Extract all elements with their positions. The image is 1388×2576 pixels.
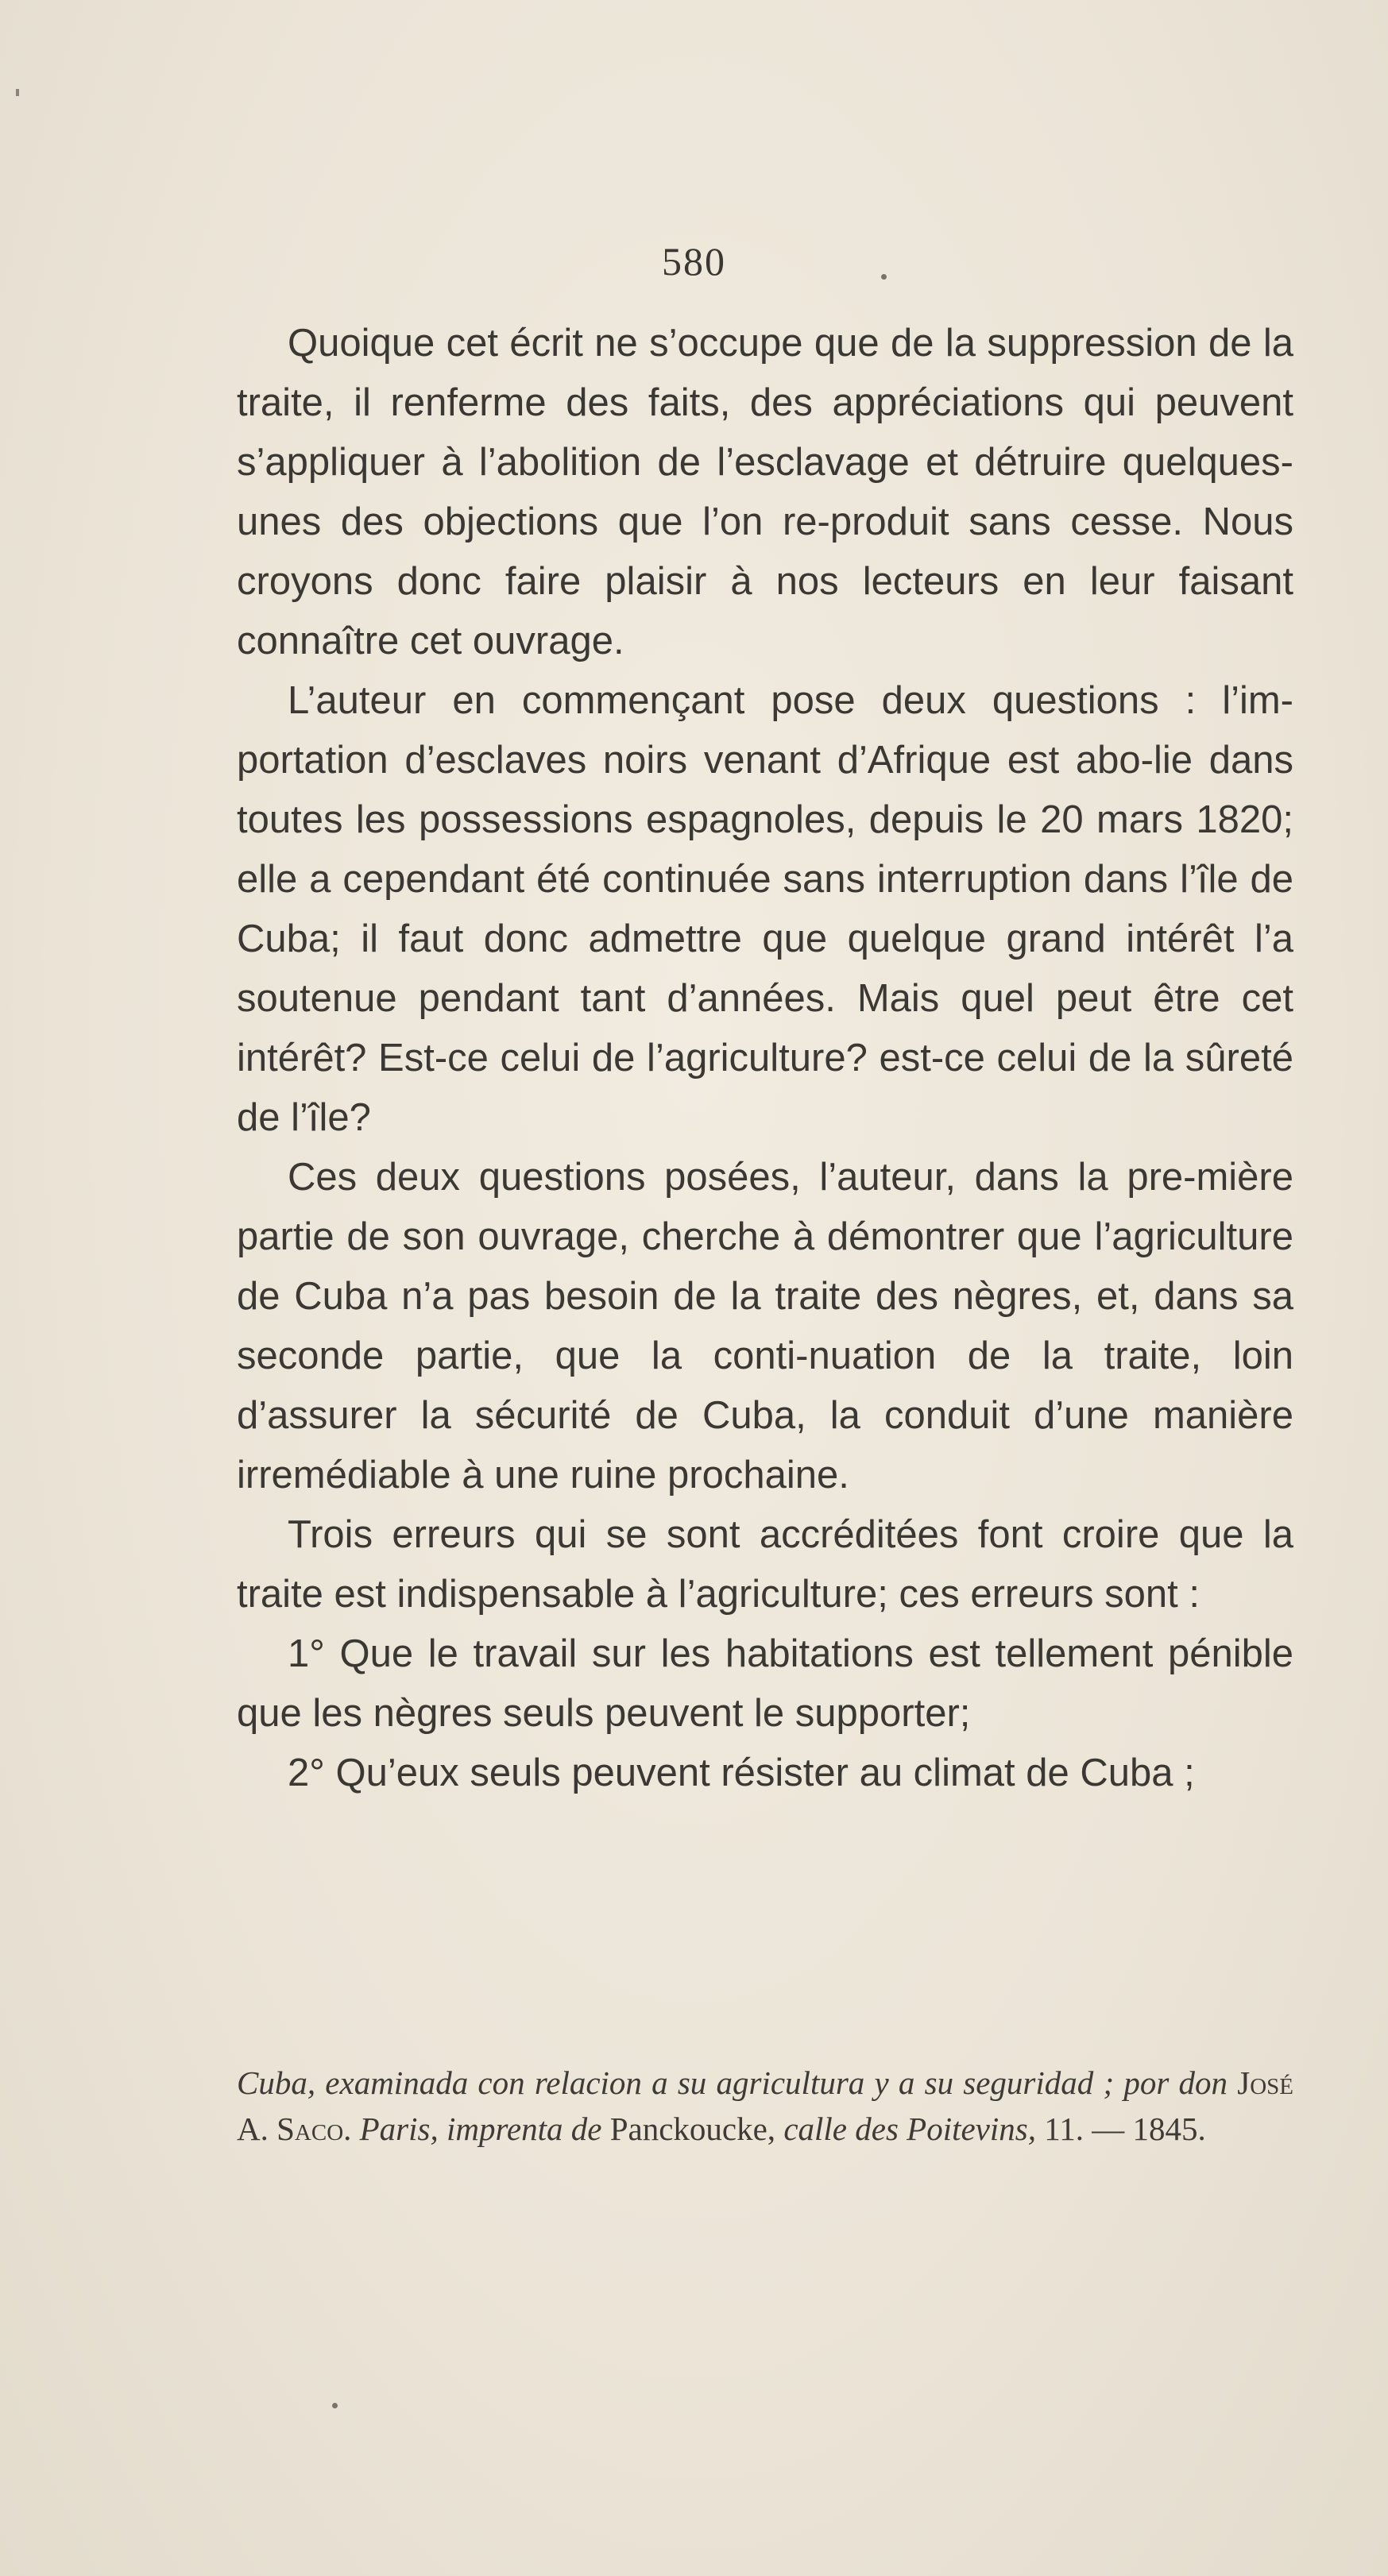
page-number: 580 — [662, 239, 726, 284]
footnote-publisher: Panckoucke, — [609, 2111, 776, 2147]
footnote-address: calle des Poitevins, — [783, 2111, 1036, 2147]
paragraph-item-2: 2° Qu’eux seuls peuvent résister au climat de Cuba ; — [288, 1751, 1195, 1794]
bottom-speck — [332, 2403, 338, 2408]
footnote-imprint: Paris, imprenta de — [359, 2111, 602, 2147]
paragraph: L’auteur en commençant pose deux questions : l’im-portation d’esclaves noirs venant d’Afrique est abo-lie dans toutes les possessions espagnoles, depuis le 20 mars 1820; elle a cependant été continuée sans interruption dans l’île de Cuba; il faut donc admettre que quelque grand intérêt l’a soutenue pendant tant d’années. Mais quel peut être cet intérêt? Est-ce celui de l’agriculture? est-ce celui de la sûreté de l’île? — [237, 679, 1293, 1139]
paragraph: Trois erreurs qui se sont accréditées font croire que la traite est indispensable à l’agriculture; ces erreurs sont : — [237, 1513, 1293, 1616]
footnote-title: Cuba, examinada con relacion a su agricultura y a su seguridad ; — [237, 2064, 1115, 2101]
paragraph-item-1: 1° Que le travail sur les habitations est tellement pénible que les nègres seuls peuvent le supporter; — [237, 1632, 1293, 1735]
body-text — [237, 314, 1293, 1803]
paragraph: Ces deux questions posées, l’auteur, dans la pre-mière partie de son ouvrage, cherche à démontrer que l’agriculture de Cuba n’a pas besoin de la traite des nègres, et, dans sa seconde partie, que la conti-nuation de la traite, loin d’assurer la sécurité de Cuba, la conduit d’une manière irremédiable à une ruine prochaine. — [237, 1156, 1293, 1497]
footnote — [237, 2060, 1293, 2152]
footnote-number-year: 11. — 1845. — [1044, 2111, 1206, 2147]
footnote-author: José A. Saco. — [237, 2064, 1294, 2147]
footnote-author-prefix: por don — [1123, 2064, 1228, 2101]
margin-mark — [16, 89, 19, 96]
paragraph: Quoique cet écrit ne s’occupe que de la suppression de la traite, il renferme des faits, des appréciations qui peuvent s’appliquer à l’abolition de l’esclavage et détruire quelques-unes des objections que l’on re-produit sans cesse. Nous croyons donc faire plaisir à nos lecteurs en leur faisant connaître cet ouvrage. — [237, 322, 1293, 662]
